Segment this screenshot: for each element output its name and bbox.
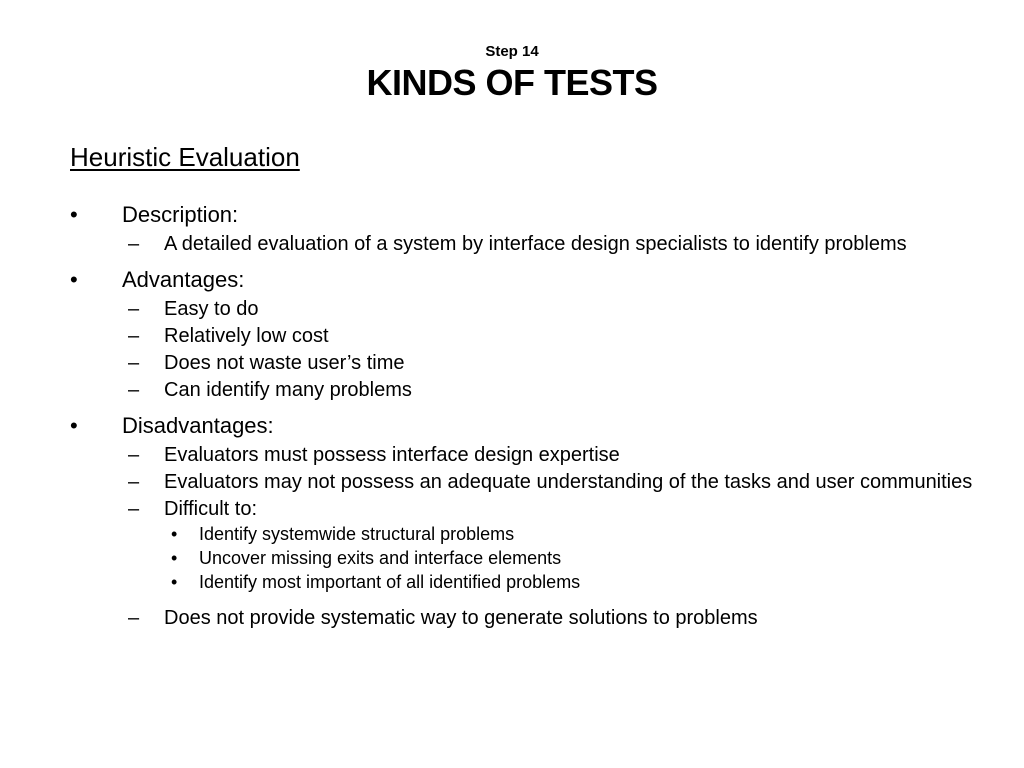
sub-item [70,469,990,495]
sub-sub-item [70,546,990,570]
sub-item [70,231,990,257]
slide-title: KINDS OF TESTS [366,62,658,103]
sub-item-text: Does not waste user’s time [164,352,405,374]
sub-item [70,323,990,349]
bullet-label: Disadvantages: [122,413,274,438]
sub-item [70,350,990,376]
sub-sub-item-text: Uncover missing exits and interface elements [199,548,562,568]
sub-item-text: Evaluators may not possess an adequate understanding of the tasks and user communities [164,471,973,493]
sub-item [70,296,990,322]
sub-item-text: Evaluators must possess interface design expertise [164,444,620,466]
bullet-marker: • [70,267,78,292]
dash-marker: – [128,444,140,466]
dash-marker: – [128,298,140,320]
dash-marker: – [128,607,140,629]
dash-marker: – [128,379,140,401]
sub-item [70,442,990,468]
sub-item-text: Easy to do [164,298,259,320]
bullet-marker: • [70,413,78,438]
dash-marker: – [128,325,140,347]
sub-sub-item-text: Identify most important of all identified problems [199,572,581,592]
bullet-marker: • [171,524,178,544]
slide-header [0,42,1024,104]
sub-item-text: Can identify many problems [164,379,412,401]
bullet-marker: • [171,572,178,592]
sub-sub-item-text: Identify systemwide structural problems [199,524,515,544]
section-heading: Heuristic Evaluation [70,142,300,172]
sub-item [70,377,990,403]
bullet-list [70,200,990,631]
bullet-label: Description: [122,202,239,227]
dash-marker: – [128,498,140,520]
bullet-advantages [70,265,990,295]
sub-item [70,496,990,522]
bullet-marker: • [70,202,78,227]
dash-marker: – [128,233,140,255]
sub-item-text: Relatively low cost [164,325,329,347]
sub-item-text: A detailed evaluation of a system by interface design specialists to identify problems [164,233,907,255]
sub-sub-item [70,522,990,546]
bullet-label: Advantages: [122,267,245,292]
step-label: Step 14 [485,43,539,60]
bullet-description [70,200,990,230]
bullet-marker: • [171,548,178,568]
sub-sub-item [70,570,990,594]
sub-item [70,605,990,631]
sub-item-text: Difficult to: [164,498,257,520]
dash-marker: – [128,352,140,374]
sub-item-text: Does not provide systematic way to generate solutions to problems [164,607,758,629]
bullet-disadvantages [70,411,990,441]
dash-marker: – [128,471,140,493]
